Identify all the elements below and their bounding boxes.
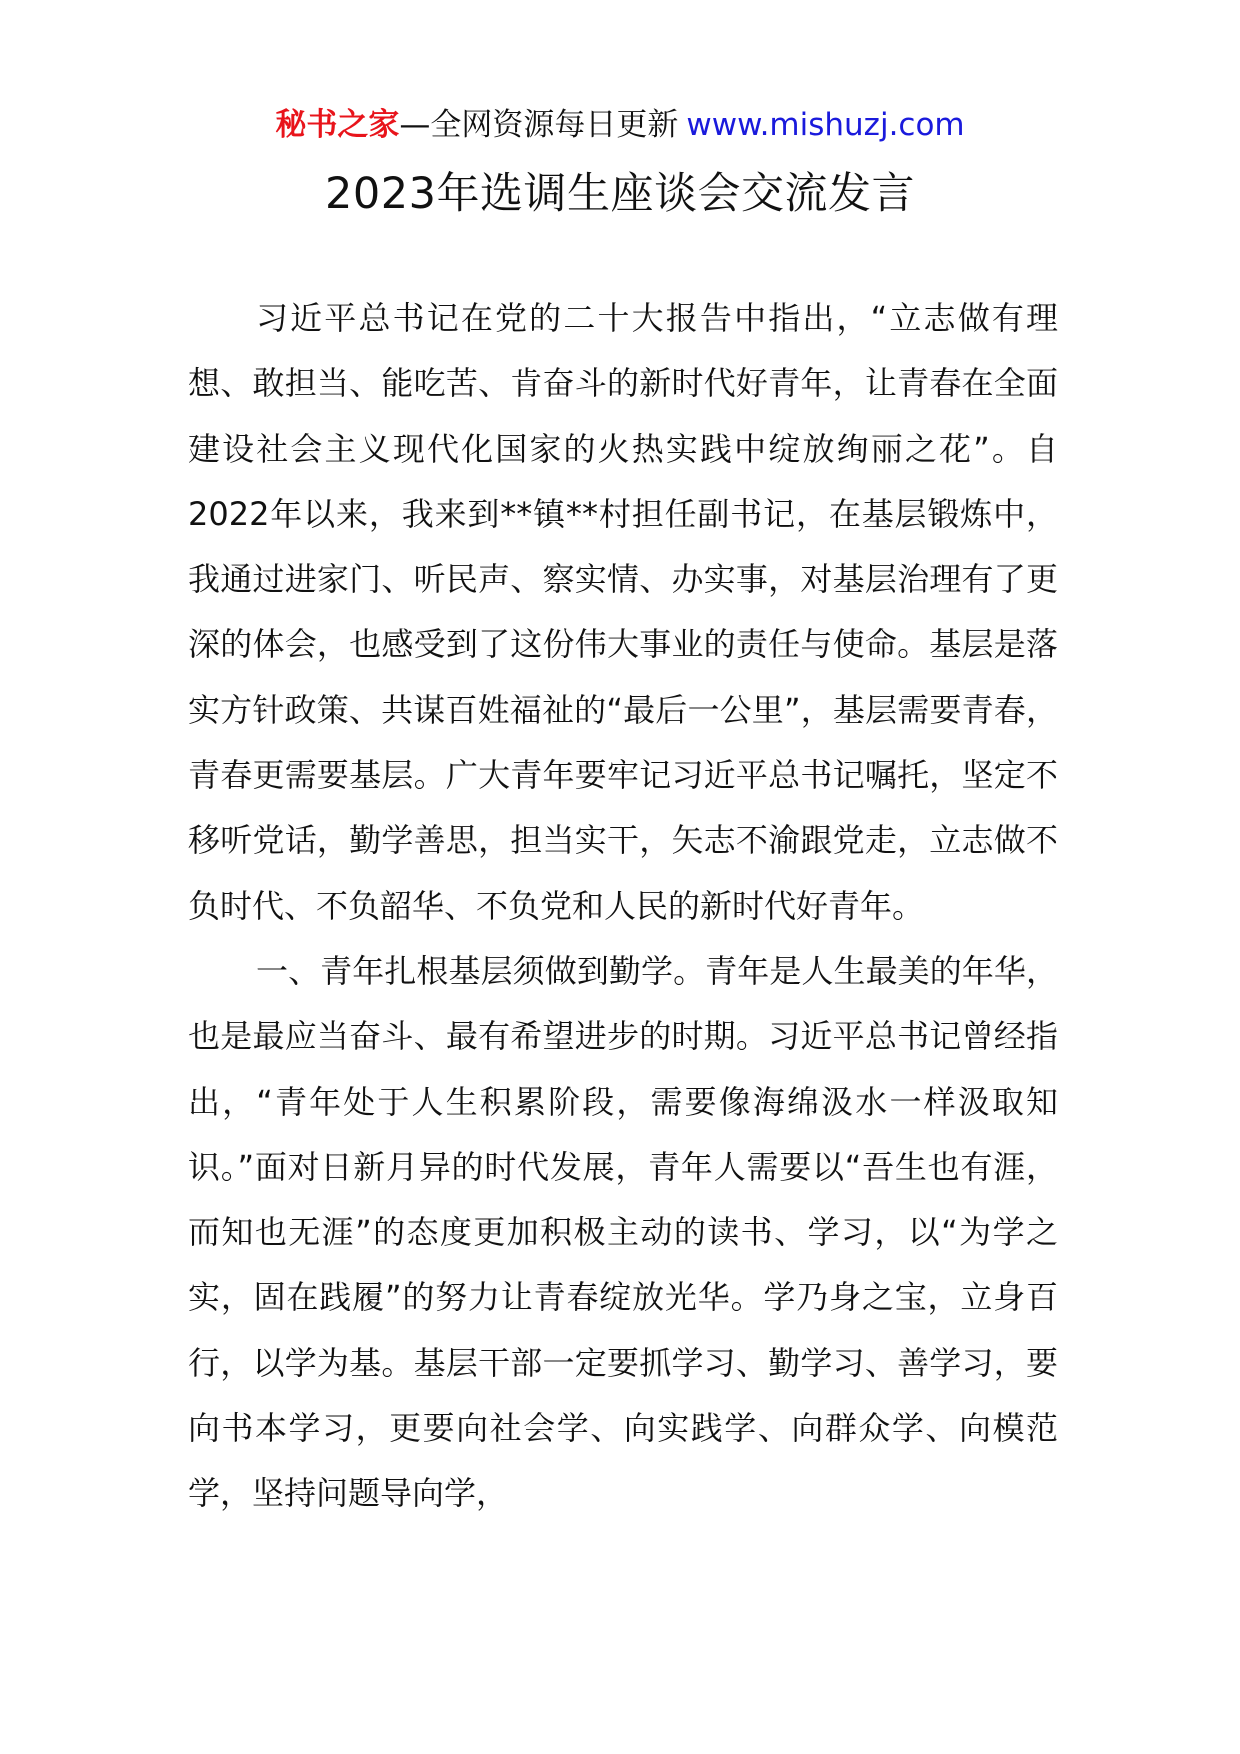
paragraph-intro: 习近平总书记在党的二十大报告中指出，“立志做有理想、敢担当、能吃苦、肯奋斗的新时代好青年，让青春在全面建设社会主义现代化国家的火热实践中绽放绚丽之花”。自2022年以来，我来到**镇**村担任副书记，在基层锻炼中，我通过进家门、听民声、察实情、办实事，对基层治理有了更深的体会，也感受到了这份伟大事业的责任与使命。基层是落实方针政策、共谋百姓福祉的“最后一公里”，基层需要青春，青春更需要基层。广大青年要牢记习近平总书记嘱托，坚定不移听党话，勤学善思，担当实干，矢志不渝跟党走，立志做不负时代、不负韶华、不负党和人民的新时代好青年。 [188, 299, 1058, 925]
brand-name: 秘书之家 [275, 107, 400, 143]
document-body [188, 286, 1058, 1527]
site-url-link[interactable]: www.mishuzj.com [686, 107, 965, 143]
header-slogan: —全网资源每日更新 [399, 107, 679, 143]
site-header [0, 104, 1240, 146]
document-title: 2023年选调生座谈会交流发言 [325, 169, 915, 219]
paragraph-section-one: 一、青年扎根基层须做到勤学。青年是人生最美的年华，也是最应当奋斗、最有希望进步的时期。习近平总书记曾经指出，“青年处于人生积累阶段，需要像海绵汲水一样汲取知识。”面对日新月异的时代发展，青年人需要以“吾生也有涯，而知也无涯”的态度更加积极主动的读书、学习，以“为学之实，固在践履”的努力让青春绽放光华。学乃身之宝，立身百行，以学为基。基层干部一定要抓学习、勤学习、善学习，要向书本学习，更要向社会学、向实践学、向群众学、向模范学，坚持问题导向学， [188, 951, 1058, 1513]
